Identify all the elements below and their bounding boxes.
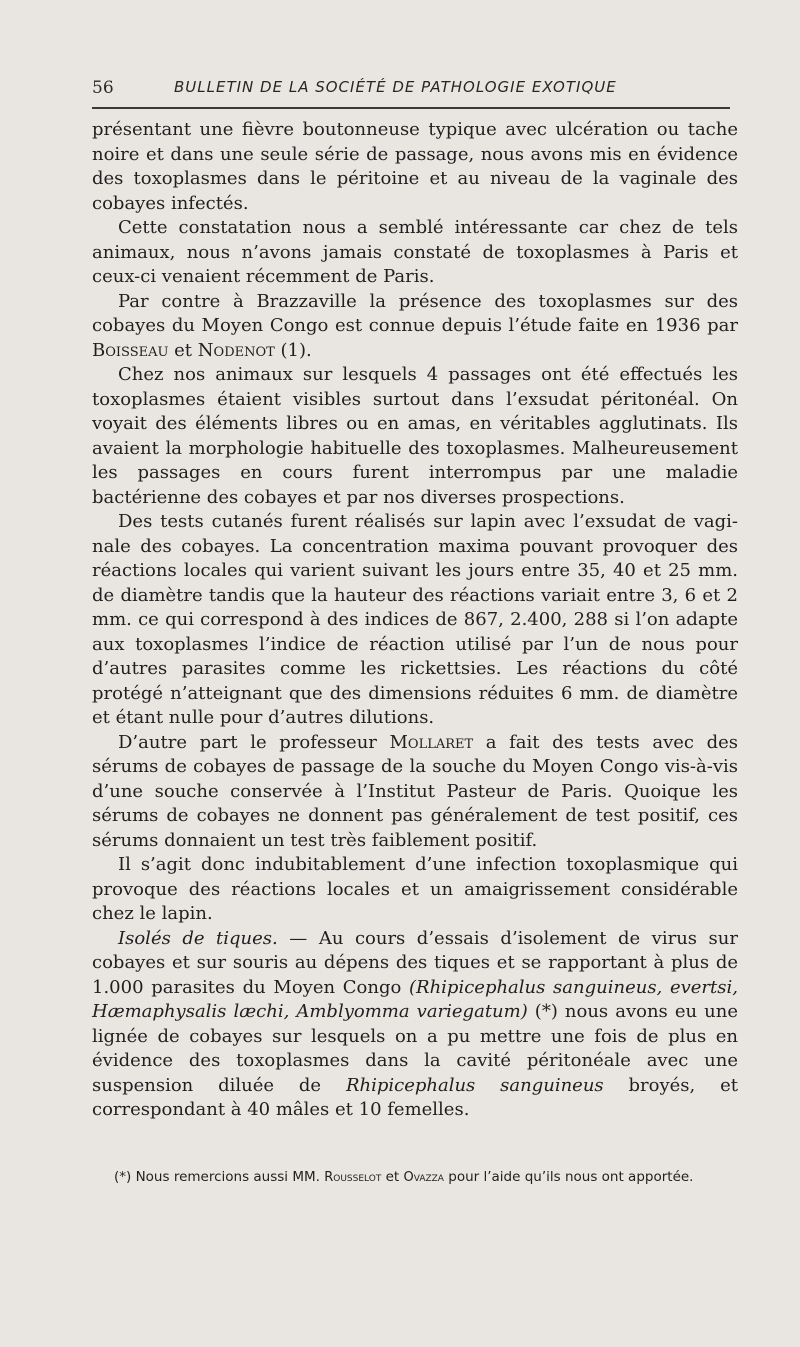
paragraph-5: Des tests cutanés furent réalisés sur lapin avec l’exsudat de vaginale des cobayes. La concentration maxima pouvant provoquer des réactions locales qui varient suivant les jours entre 35, 40 et 25 mm. de diamètre tandis que la hauteur des réactions variait entre 3, 6 et 2 mm. ce qui correspond à des indices de 867, 2.400, 288 si l’on adapte aux toxoplasmes l’indice de réaction utilisé par l’un de nous pour d’autres parasites comme les rickettsies. Les réactions du côté protégé n’atteignant que des dimensions réduites 6 mm. de diamètre et étant nulle pour d’autres dilutions.	[92, 511, 738, 728]
footnote-name-rousselot: Rousselot	[324, 1170, 382, 1185]
paragraph-3-text: Par contre à Brazzaville la présence des toxoplasmes sur des cobayes du Moyen Congo est connue depuis l’étude faite en 1936 par	[92, 290, 738, 336]
species-list: (Rhipicephalus sanguineus, evertsi, Hæmaphysalis læchi, Amblyomma variegatum)	[92, 976, 738, 1022]
paragraph-6-text-b: a fait des tests avec des sérums de cobayes de passage de la souche du Moyen Congo vis-à-vis d’une souche conservée à l’Institut Pasteur de Paris. Quoique les sérums de cobayes ne donnent pas généralement de test positif, ces sérums donnaient un test très faiblement positif.	[92, 731, 738, 851]
header-rule	[92, 107, 730, 109]
footnote-name-ovazza: Ovazza	[403, 1170, 444, 1185]
species-name: Rhipicephalus sanguineus	[345, 1074, 604, 1096]
footnote-conj: et	[381, 1169, 404, 1185]
paragraph-3-conj: et	[168, 339, 198, 361]
author-name-nodenot: Nodenot	[197, 339, 275, 361]
footnote-text-b: pour l’aide qu’ils nous ont apportée.	[443, 1169, 694, 1185]
paragraph-8-text-c: broyés, et correspondant à 40 mâles et 10 femelles.	[92, 1074, 738, 1120]
footnote	[92, 1168, 738, 1187]
paragraph-7: Il s’agit donc indubitablement d’une infection toxoplasmique qui provoque des réactions locales et un amaigrissement considérable chez le lapin.	[92, 854, 738, 924]
running-title: BULLETIN DE LA SOCIÉTÉ DE PATHOLOGIE EXOTIQUE	[174, 78, 617, 96]
section-heading-ticks: Isolés de tiques.	[118, 927, 278, 949]
paragraph-4: Chez nos animaux sur lesquels 4 passages ont été effectués les toxoplasmes étaient visibles surtout dans l’exsudat péritonéal. On voyait des éléments libres ou en amas, en véritables agglutinats. Ils avaient la morphologie habituelle des toxoplasmes. Malheureusement les passages en cours furent interrompus par une maladie bactérienne des cobayes et par nos diverses prospections.	[92, 364, 738, 508]
paragraph-3	[92, 290, 738, 364]
author-name-mollaret: Mollaret	[389, 731, 474, 753]
page-header	[92, 78, 732, 102]
paragraph-6-text-a: D’autre part le professeur	[118, 731, 390, 753]
footnote-text-a: (*) Nous remercions aussi MM.	[114, 1169, 325, 1185]
paragraph-1: présentant une fièvre boutonneuse typique avec ulcération ou tache noire et dans une seule série de passage, nous avons mis en évidence des toxoplasmes dans le péritoine et au niveau de la vaginale des cobayes infectés.	[92, 119, 738, 214]
paragraph-6	[92, 731, 738, 854]
body-text	[92, 118, 738, 1123]
paragraph-2: Cette constatation nous a semblé intéressante car chez de tels animaux, nous n’avons jamais constaté de toxoplasmes à Paris et ceux-ci venaient récemment de Paris.	[92, 217, 738, 287]
paragraph-8	[92, 927, 738, 1123]
page-number: 56	[92, 78, 114, 98]
paragraph-8-text-a: — Au cours d’essais d’isolement de virus sur cobayes et sur souris au dépens des tiques et se rapportant à plus de 1.000 parasites du Moyen Congo	[92, 927, 738, 998]
paragraph-3-ref: (1).	[274, 339, 312, 361]
author-name-boisseau: Boisseau	[92, 339, 169, 361]
paragraph-8-text-b: (*) nous avons eu une lignée de cobayes sur lesquels on a pu mettre une fois de plus en évidence des toxoplasmes dans la cavité péritonéale avec une suspension diluée de	[92, 1001, 738, 1096]
